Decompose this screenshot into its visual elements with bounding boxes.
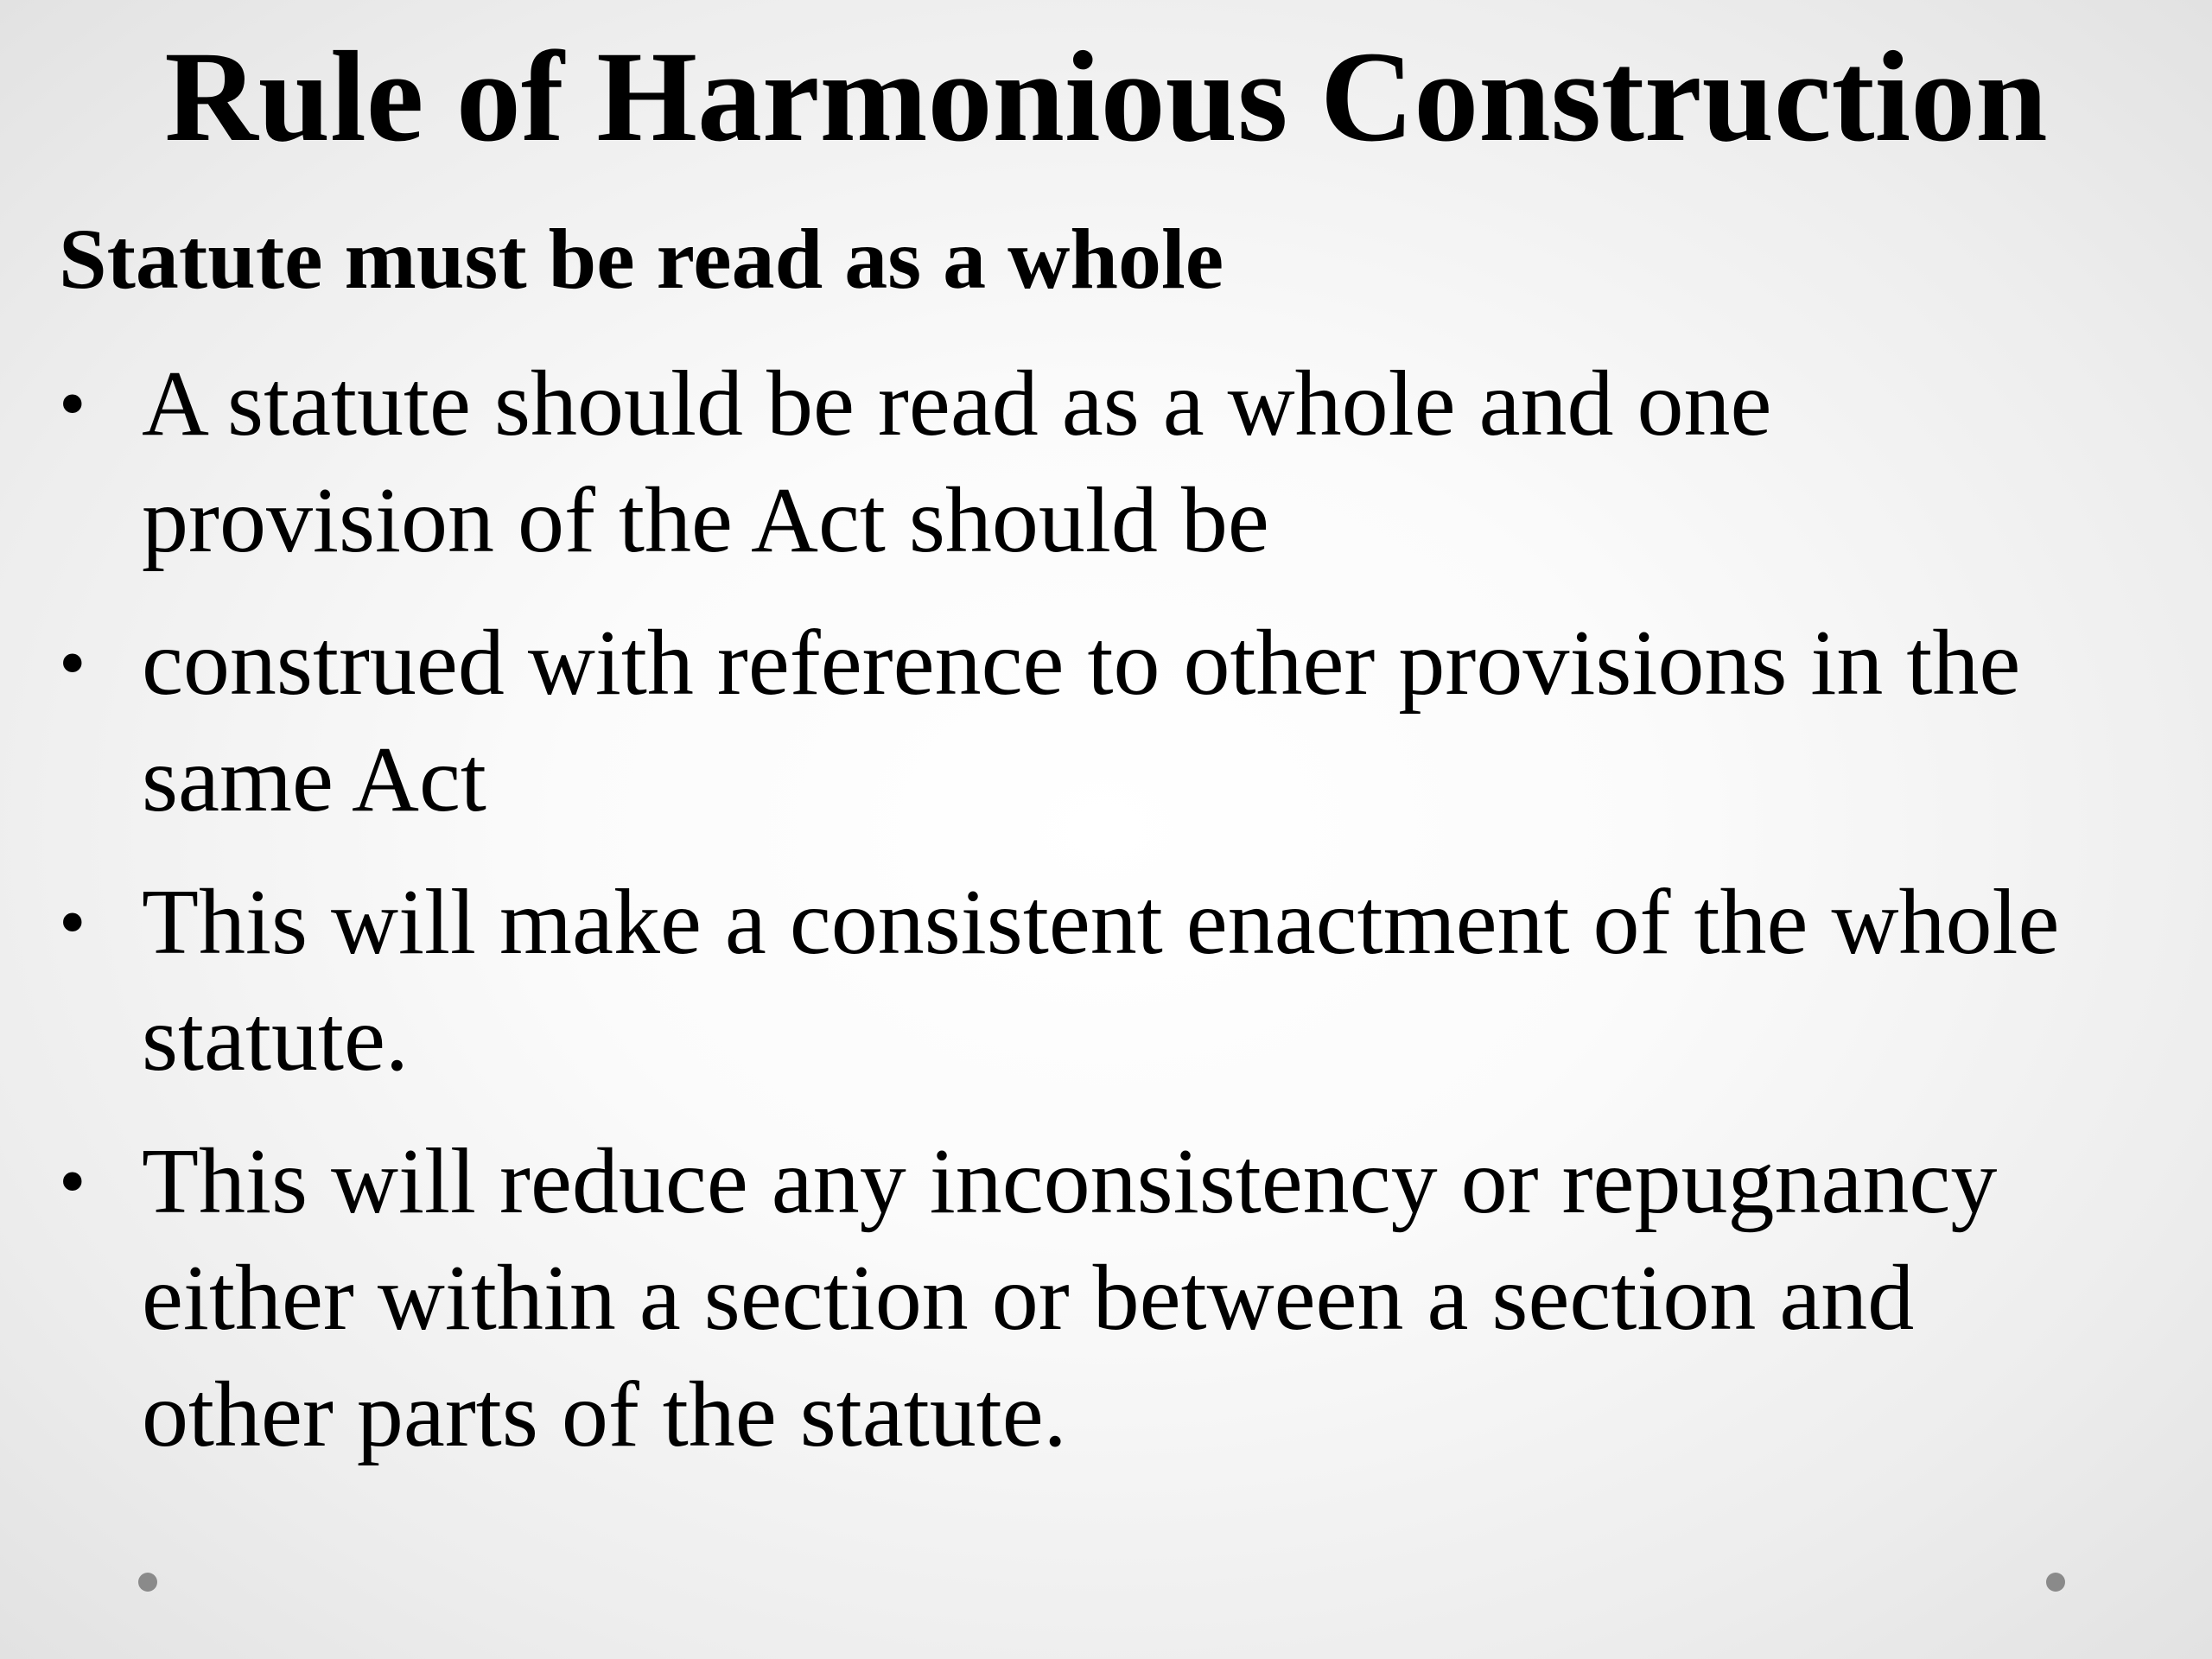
bullet-text xyxy=(142,605,2195,838)
bullet-item xyxy=(0,605,2212,838)
bullet-item xyxy=(0,346,2212,579)
bullet-text xyxy=(142,1123,2195,1473)
bullet-marker: • xyxy=(59,361,86,447)
bullet-marker: • xyxy=(59,620,86,706)
slide-dot-right-icon xyxy=(2046,1573,2065,1592)
bullet-line: construed with reference to other provisions in the xyxy=(142,612,2021,715)
slide-subtitle: Statute must be read as a whole xyxy=(59,211,1224,307)
slide-dot-left-icon xyxy=(138,1573,157,1592)
bullet-item xyxy=(0,864,2212,1097)
bullet-line: other parts of the statute. xyxy=(142,1363,1067,1466)
bullet-text xyxy=(142,346,2195,579)
bullet-line: This will reduce any inconsistency or repugnancy xyxy=(142,1130,1998,1233)
bullet-line: same Act xyxy=(142,728,486,831)
bullet-marker: • xyxy=(59,1139,86,1224)
bullet-line: This will make a consistent enactment of the whole xyxy=(142,871,2060,974)
bullet-marker: • xyxy=(59,880,86,965)
slide-title: Rule of Harmonious Construction xyxy=(164,25,2048,168)
bullet-list xyxy=(0,346,2212,1499)
bullet-item xyxy=(0,1123,2212,1473)
bullet-text xyxy=(142,864,2195,1097)
bullet-line: statute. xyxy=(142,988,409,1090)
bullet-line: either within a section or between a section and xyxy=(142,1247,1915,1350)
bullet-line: provision of the Act should be xyxy=(142,469,1269,572)
bullet-line: A statute should be read as a whole and one xyxy=(142,353,1772,455)
